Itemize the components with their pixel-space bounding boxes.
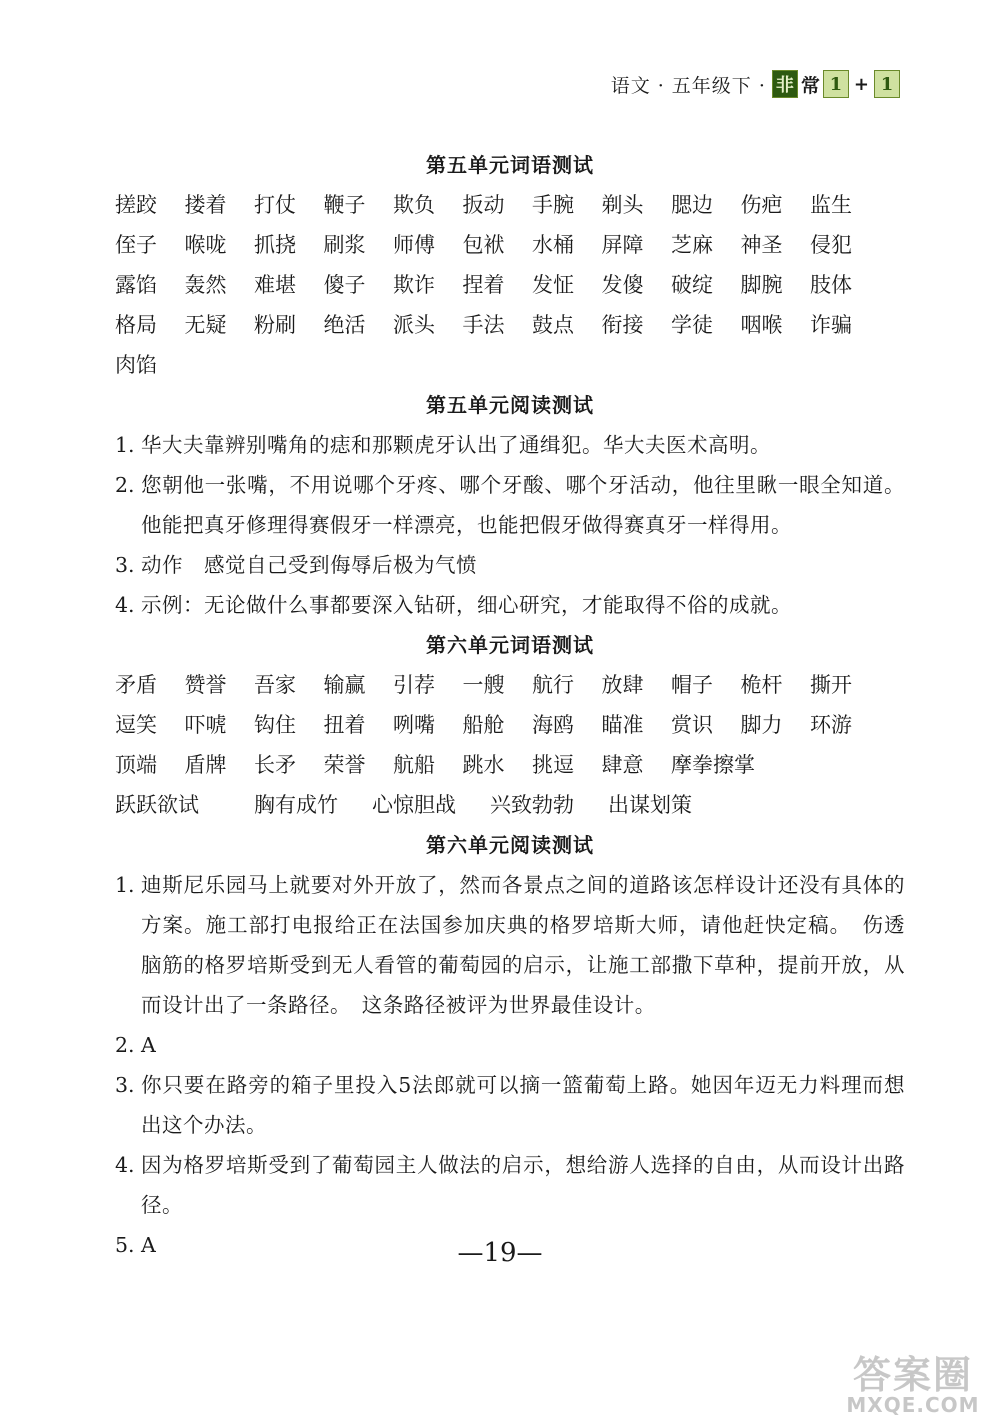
vocab-word: 环游: [810, 713, 852, 737]
vocab-word: 逗笑: [115, 713, 157, 737]
vocab-word: 欺诈: [393, 273, 435, 297]
answer-number: 4.: [115, 593, 135, 617]
answer-list-s6: [115, 865, 905, 1265]
vocab-list-s6: [115, 665, 905, 825]
answer-item: [115, 1025, 905, 1065]
vocab-word: 神圣: [740, 233, 783, 257]
vocab-word: 伤疤: [740, 193, 783, 217]
vocab-word: 侄子: [115, 233, 157, 257]
vocab-word: 吾家: [254, 673, 296, 697]
vocab-word: 剃头: [601, 193, 644, 217]
vocab-word: 师傅: [393, 233, 435, 257]
answer-item: [115, 865, 905, 1025]
answer-number: 2.: [115, 473, 135, 497]
brand-logo: [772, 70, 900, 98]
answer-text: 迪斯尼乐园马上就要对外开放了，然而各景点之间的道路该怎样设计还没有具体的方案。施工部打电报给正在法国参加庆典的格罗培斯大师，请他赶快定稿。 伤透脑筋的格罗培斯受到无人看管的葡萄园的启示，让施工部撒下草种，提前开放，从而设计出了一条路径。 这条路径被评为世界最佳设计。: [141, 873, 905, 1017]
vocab-word: 发怔: [532, 273, 574, 297]
vocab-word: 露馅: [115, 273, 157, 297]
watermark-url: MXQE.COM: [846, 1393, 980, 1417]
section-title-s6-reading: 第六单元阅读测试: [426, 833, 594, 857]
vocab-word: 轰然: [184, 273, 227, 297]
vocab-word: 肆意: [601, 753, 644, 777]
vocab-word: 一艘: [462, 673, 505, 697]
vocab-word: 捏着: [462, 273, 505, 297]
page-number: —19—: [457, 1238, 543, 1268]
vocab-word: 抓挠: [254, 233, 296, 257]
vocab-word: 派头: [393, 313, 435, 337]
answer-number: 4.: [115, 1153, 135, 1177]
vocab-word: 水桶: [532, 233, 574, 257]
vocab-word: 桅杆: [740, 673, 783, 697]
answer-number: 5.: [115, 1233, 135, 1257]
answer-item: [115, 585, 905, 625]
answer-item: [115, 1145, 905, 1225]
vocab-idiom: 胸有成竹: [254, 793, 338, 817]
brand-plus: +: [853, 73, 869, 95]
vocab-word: 打仗: [254, 193, 296, 217]
answer-item: [115, 465, 905, 545]
answer-text: A: [141, 1033, 157, 1057]
vocab-word: 肉馅: [115, 353, 157, 377]
answer-text: 您朝他一张嘴，不用说哪个牙疼、哪个牙酸、哪个牙活动，他往里瞅一眼全知道。他能把真牙修理得赛假牙一样漂亮，也能把假牙做得赛真牙一样得用。: [141, 473, 905, 537]
vocab-word: 瞄准: [601, 713, 644, 737]
vocab-word: 肢体: [810, 273, 852, 297]
answer-number: 3.: [115, 1073, 135, 1097]
vocab-word: 放肆: [601, 673, 644, 697]
brand-char-2: 常: [800, 74, 820, 97]
answer-list-s5: [115, 425, 905, 625]
vocab-word: 咽喉: [740, 313, 783, 337]
vocab-word: 荣誉: [323, 753, 366, 777]
vocab-word: 学徒: [671, 313, 713, 337]
vocab-word: 输赢: [323, 673, 366, 697]
vocab-word: 屏障: [601, 233, 644, 257]
vocab-word: 搂着: [184, 193, 227, 217]
vocab-word: 衔接: [601, 313, 644, 337]
vocab-word: 发傻: [601, 273, 644, 297]
vocab-word: 撕开: [810, 673, 852, 697]
vocab-word: 无疑: [184, 313, 227, 337]
vocab-word: 绝活: [323, 313, 366, 337]
vocab-word: 欺负: [393, 193, 435, 217]
vocab-word: 手腕: [532, 193, 574, 217]
answer-item: [115, 425, 905, 465]
vocab-idiom: 心惊胆战: [372, 793, 456, 817]
answer-text: A: [141, 1233, 157, 1257]
vocab-word: 包袱: [462, 233, 505, 257]
section-title-s6-vocab: 第六单元词语测试: [426, 633, 594, 657]
vocab-word: 咧嘴: [393, 713, 435, 737]
vocab-word: 刷浆: [323, 233, 366, 257]
answer-number: 1.: [115, 433, 135, 457]
vocab-word: 盾牌: [184, 753, 227, 777]
answer-text: 动作 感觉自己受到侮辱后极为气愤: [141, 553, 477, 577]
vocab-word: 航船: [393, 753, 435, 777]
answer-text: 华大夫靠辨别嘴角的痣和那颗虎牙认出了通缉犯。华大夫医术高明。: [141, 433, 771, 457]
vocab-word: 长矛: [254, 753, 296, 777]
watermark-text: 答案圈: [852, 1353, 973, 1397]
vocab-word: 芝麻: [671, 233, 713, 257]
subject-label: 语文 · 五年级下 ·: [610, 74, 766, 97]
vocab-idiom: 跃跃欲试: [115, 793, 199, 817]
page-header: [611, 70, 900, 98]
watermark-logo: [838, 1355, 988, 1417]
vocab-word: 喉咙: [184, 233, 227, 257]
answer-content: [115, 145, 905, 1265]
vocab-word: 帽子: [671, 673, 713, 697]
vocab-word: 顶端: [115, 753, 157, 777]
answer-text: 示例：无论做什么事都要深入钻研，细心研究，才能取得不俗的成就。: [141, 593, 792, 617]
vocab-word: 监生: [810, 193, 852, 217]
vocab-list-s5: [115, 185, 905, 385]
answer-number: 2.: [115, 1033, 135, 1057]
brand-char-4: 1: [874, 70, 900, 98]
vocab-word: 赏识: [671, 713, 713, 737]
vocab-word: 跳水: [462, 753, 505, 777]
vocab-word: 海鸥: [532, 713, 574, 737]
vocab-word: 手法: [462, 313, 505, 337]
vocab-word: 航行: [532, 673, 574, 697]
answer-text: 因为格罗培斯受到了葡萄园主人做法的启示，想给游人选择的自由，从而设计出路径。: [141, 1153, 905, 1217]
answer-number: 3.: [115, 553, 135, 577]
answer-number: 1.: [115, 873, 135, 897]
section-title-s5-reading: 第五单元阅读测试: [426, 393, 594, 417]
vocab-idiom: 兴致勃勃: [490, 793, 574, 817]
vocab-word: 破绽: [671, 273, 713, 297]
vocab-word: 诈骗: [810, 313, 852, 337]
vocab-word: 鞭子: [323, 193, 366, 217]
vocab-word: 格局: [115, 313, 157, 337]
vocab-word: 腮边: [671, 193, 713, 217]
vocab-word: 船舱: [462, 713, 505, 737]
vocab-word: 引荐: [393, 673, 435, 697]
vocab-word: 赞誉: [184, 673, 227, 697]
vocab-word: 粉刷: [254, 313, 296, 337]
vocab-word: 扭着: [323, 713, 366, 737]
answer-item: [115, 1065, 905, 1145]
vocab-word: 钩住: [254, 713, 296, 737]
brand-char-1: 非: [772, 70, 798, 98]
brand-char-3: 1: [823, 70, 849, 98]
vocab-word: 搓跤: [115, 193, 157, 217]
section-title-s5-vocab: 第五单元词语测试: [426, 153, 594, 177]
vocab-idiom: 摩拳擦掌: [671, 753, 755, 777]
vocab-word: 脚力: [740, 713, 783, 737]
vocab-word: 鼓点: [532, 313, 574, 337]
vocab-idiom: 出谋划策: [608, 793, 692, 817]
vocab-word: 侵犯: [810, 233, 852, 257]
vocab-word: 吓唬: [184, 713, 227, 737]
vocab-word: 傻子: [323, 273, 366, 297]
vocab-word: 矛盾: [115, 673, 157, 697]
vocab-word: 挑逗: [532, 753, 574, 777]
vocab-word: 脚腕: [740, 273, 783, 297]
vocab-word: 扳动: [462, 193, 505, 217]
answer-text: 你只要在路旁的箱子里投入5法郎就可以摘一篮葡萄上路。她因年迈无力料理而想出这个办法。: [141, 1073, 905, 1137]
vocab-word: 难堪: [254, 273, 296, 297]
answer-item: [115, 545, 905, 585]
